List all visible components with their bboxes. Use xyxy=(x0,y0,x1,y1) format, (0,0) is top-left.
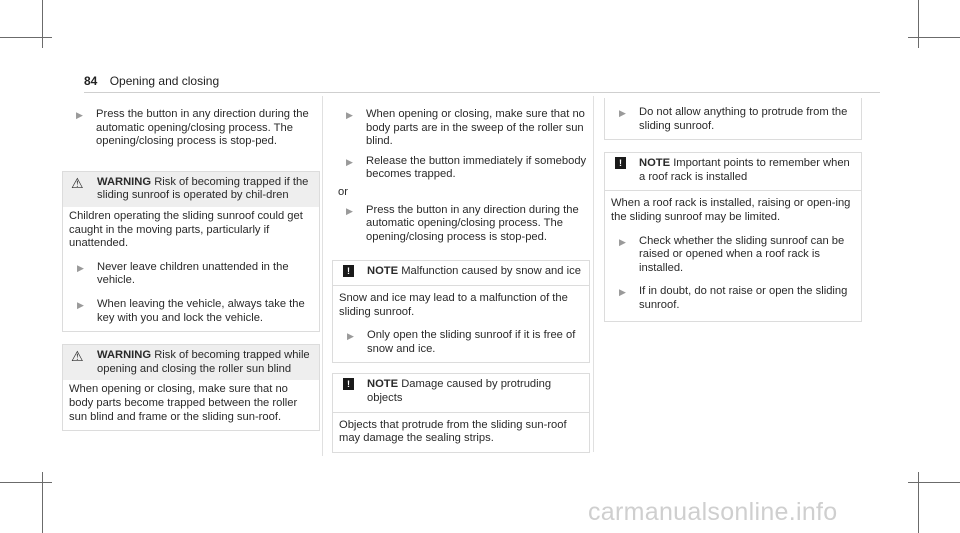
notice-icon: ! xyxy=(343,378,354,390)
instruction-bullet: ▶ When opening or closing, make sure that no body parts are in the sweep of the roller sun blind. xyxy=(346,108,585,148)
notice-icon: ! xyxy=(615,157,626,169)
warning-box xyxy=(62,344,320,431)
instruction-bullet: ▶ Release the button immediately if somebody becomes trapped. xyxy=(346,154,587,181)
note-header xyxy=(333,374,589,412)
arrow-icon: ▶ xyxy=(346,110,353,120)
or-text: or xyxy=(338,185,348,198)
note-body: Snow and ice may lead to a malfunction of the sliding sunroof. xyxy=(339,291,568,318)
instruction-box xyxy=(604,98,862,140)
note-body: Objects that protrude from the sliding sun-roof may damage the sealing strips. xyxy=(339,418,567,445)
warning-box xyxy=(62,171,320,332)
notice-icon: ! xyxy=(343,265,354,277)
arrow-icon: ▶ xyxy=(346,205,353,216)
arrow-icon: ▶ xyxy=(619,108,626,118)
note-title: Malfunction caused by snow and ice xyxy=(401,265,581,278)
note-title: Important points to remember when a roof rack is installed xyxy=(639,157,850,183)
warning-title: Risk of becoming trapped while opening and closing the roller sun blind xyxy=(97,349,310,375)
note-box xyxy=(604,152,862,321)
arrow-icon: ▶ xyxy=(77,299,84,310)
crop-mark xyxy=(0,37,52,38)
warning-title: Risk of becoming trapped if the sliding sunroof is operated by chil-dren xyxy=(97,175,309,202)
instruction-bullet: ▶ Check whether the sliding sunroof can be raised or opened when a roof rack is installed. xyxy=(619,234,845,274)
instruction-bullet: ▶ When leaving the vehicle, always take the key with you and lock the vehicle. xyxy=(77,297,305,324)
column-divider xyxy=(593,96,594,452)
watermark: carmanualsonline.info xyxy=(588,498,838,526)
warning-header xyxy=(63,172,319,207)
note-box xyxy=(332,373,590,452)
column-divider xyxy=(322,96,323,456)
page-number: 84 xyxy=(84,74,98,88)
note-header xyxy=(605,153,861,191)
instruction-bullet: ▶ Press the button in any direction during the automatic opening/closing process. The opening/closing process is stop-ped. xyxy=(76,108,309,148)
warning-body: Children operating the sliding sunroof could get caught in the moving parts, particularly if unattended. xyxy=(69,209,303,250)
arrow-icon: ▶ xyxy=(619,236,626,247)
note-body: When a roof rack is installed, raising or open-ing the sliding sunroof may be limited. xyxy=(611,197,851,223)
instruction-bullet: ▶ Only open the sliding sunroof if it is free of snow and ice. xyxy=(347,329,576,355)
warning-triangle-icon: ⚠ xyxy=(71,174,84,191)
right-column xyxy=(604,98,862,322)
arrow-icon: ▶ xyxy=(346,156,353,167)
note-header xyxy=(333,261,589,286)
warning-header xyxy=(63,345,319,380)
instruction-bullet: ▶ Never leave children unattended in the vehicle. xyxy=(77,260,289,287)
arrow-icon: ▶ xyxy=(76,110,83,120)
section-title: Opening and closing xyxy=(109,74,220,88)
note-box xyxy=(332,260,590,363)
crop-mark xyxy=(918,472,919,533)
warning-triangle-icon: ⚠ xyxy=(71,348,84,365)
crop-mark xyxy=(42,0,43,48)
arrow-icon: ▶ xyxy=(347,331,354,342)
arrow-icon: ▶ xyxy=(77,262,84,273)
left-column xyxy=(62,98,320,431)
crop-mark xyxy=(918,0,919,48)
instruction-bullet: ▶ Do not allow anything to protrude from the sliding sunroof. xyxy=(619,106,848,132)
instruction-bullet: ▶ Press the button in any direction during the automatic opening/closing process. The opening/closing process is stop-ped. xyxy=(346,203,579,243)
note-title: Damage caused by protruding objects xyxy=(367,378,552,404)
warning-label: WARNING xyxy=(97,349,152,362)
warning-label: WARNING xyxy=(97,175,152,188)
note-label: NOTE xyxy=(367,378,399,391)
header-rule xyxy=(84,92,880,93)
crop-mark xyxy=(0,482,52,483)
crop-mark xyxy=(908,37,960,38)
crop-mark xyxy=(908,482,960,483)
page-header xyxy=(84,74,219,88)
crop-mark xyxy=(42,472,43,533)
warning-body: When opening or closing, make sure that no body parts become trapped between the roller sun blind and frame or the sliding sun-roof. xyxy=(69,383,298,423)
note-label: NOTE xyxy=(367,265,399,278)
note-label: NOTE xyxy=(639,157,671,170)
instruction-bullet: ▶ If in doubt, do not raise or open the sliding sunroof. xyxy=(619,285,848,311)
arrow-icon: ▶ xyxy=(619,287,626,298)
middle-column xyxy=(332,98,590,453)
